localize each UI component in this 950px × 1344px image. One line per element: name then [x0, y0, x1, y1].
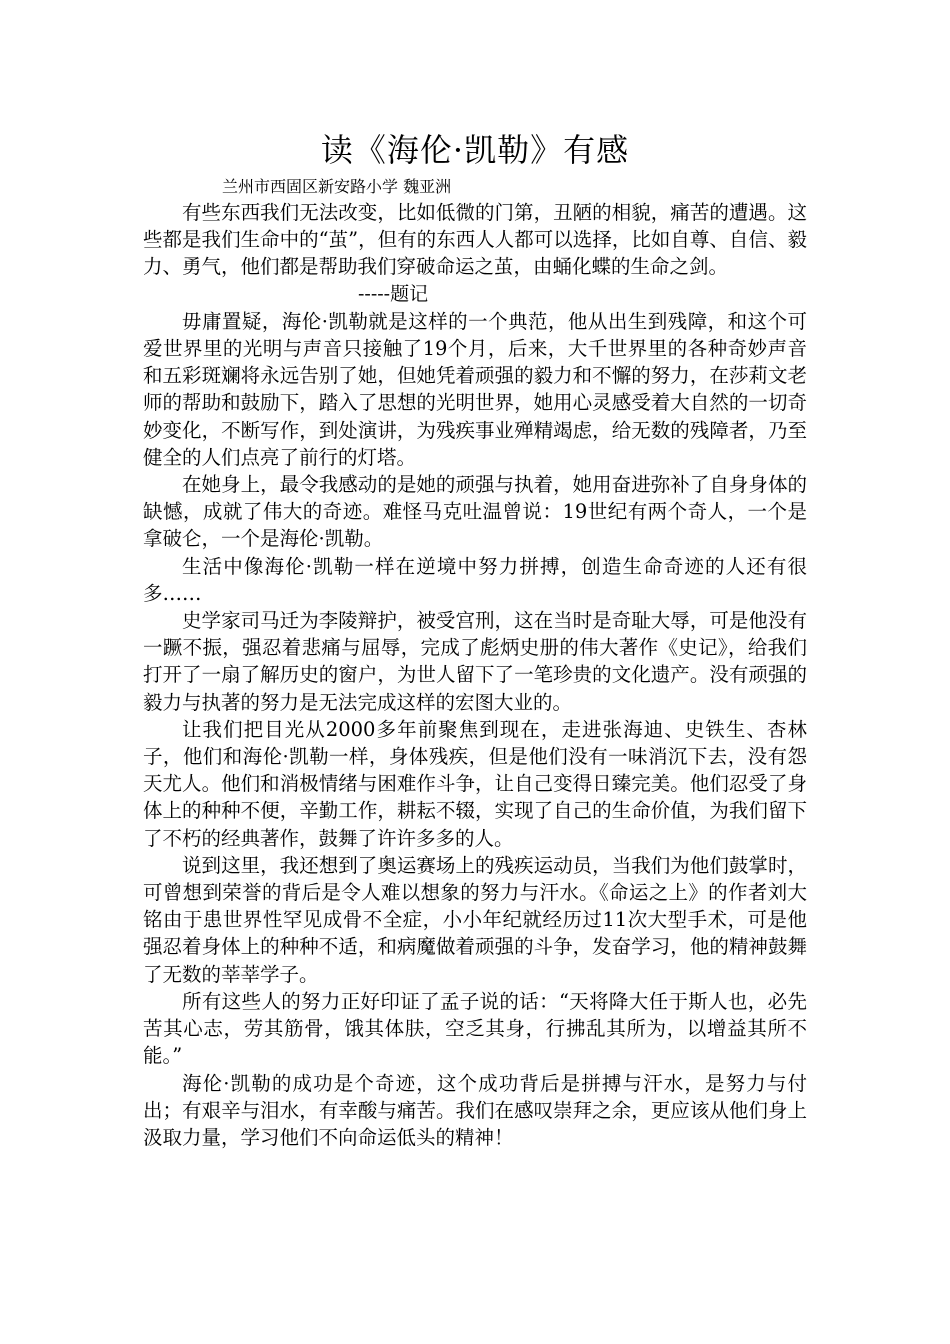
- body-paragraph: 在她身上，最令我感动的是她的顽强与执着，她用奋进弥补了自身身体的缺憾，成就了伟大的奇迹。难怪马克吐温曾说：19世纪有两个奇人，一个是拿破仑，一个是海伦·凯勒。: [143, 473, 807, 551]
- body-paragraph: 史学家司马迁为李陵辩护，被受宫刑，这在当时是奇耻大辱，可是他没有一蹶不振，强忍着悲痛与屈辱，完成了彪炳史册的伟大著作《史记》，给我们打开了一扇了解历史的窗户，为世人留下了一笔珍贵的文化遗产。没有顽强的毅力与执著的努力是无法完成这样的宏图大业的。: [143, 609, 807, 714]
- epigraph-paragraph: 有些东西我们无法改变，比如低微的门第，丑陋的相貌，痛苦的遭遇。这些都是我们生命中的“茧”，但有的东西人人都可以选择，比如自尊、自信、毅力、勇气，他们都是帮助我们穿破命运之茧，由蛹化蝶的生命之剑。: [143, 201, 807, 279]
- document-body: [143, 199, 807, 1151]
- body-paragraph: 说到这里，我还想到了奥运赛场上的残疾运动员，当我们为他们鼓掌时，可曾想到荣誉的背后是令人难以想象的努力与汗水。《命运之上》的作者刘大铭由于患世界性罕见成骨不全症，小小年纪就经历过11次大型手术，可是他强忍着身体上的种种不适，和病魔做着顽强的斗争，发奋学习，他的精神鼓舞了无数的莘莘学子。: [143, 853, 807, 986]
- document-title: 读《海伦·凯勒》有感: [320, 131, 630, 169]
- epigraph-signature: -----题记: [358, 282, 429, 305]
- body-paragraph: 毋庸置疑，海伦·凯勒就是这样的一个典范，他从出生到残障，和这个可爱世界里的光明与声音只接触了19个月，后来，大千世界里的各种奇妙声音和五彩斑斓将永远告别了她，但她凭着顽强的毅力和不懈的努力，在莎莉文老师的帮助和鼓励下，踏入了思想的光明世界，她用心灵感受着大自然的一切奇妙变化，不断写作，到处演讲，为残疾事业殚精竭虑，给无数的残障者，乃至健全的人们点亮了前行的灯塔。: [143, 309, 807, 469]
- body-paragraph: 让我们把目光从2000多年前聚焦到现在，走进张海迪、史铁生、杏林子，他们和海伦·凯勒一样，身体残疾，但是他们没有一味消沉下去，没有怨天尤人。他们和消极情绪与困难作斗争，让自己变得日臻完美。他们忍受了身体上的种种不便，辛勤工作，耕耘不辍，实现了自己的生命价值，为我们留下了不朽的经典著作，鼓舞了许许多多的人。: [143, 717, 807, 850]
- body-paragraph: 生活中像海伦·凯勒一样在逆境中努力拼搏，创造生命奇迹的人还有很多……: [143, 554, 807, 605]
- author-line: 兰州市西固区新安路小学 魏亚洲: [222, 177, 452, 196]
- body-paragraph: 所有这些人的努力正好印证了孟子说的话：“天将降大任于斯人也，必先苦其心志，劳其筋骨，饿其体肤，空乏其身，行拂乱其所为，以增益其所不能。”: [143, 989, 807, 1068]
- body-paragraph: 海伦·凯勒的成功是个奇迹，这个成功背后是拼搏与汗水，是努力与付出；有艰辛与泪水，有幸酸与痛苦。我们在感叹崇拜之余，更应该从他们身上汲取力量，学习他们不向命运低头的精神！: [143, 1071, 807, 1149]
